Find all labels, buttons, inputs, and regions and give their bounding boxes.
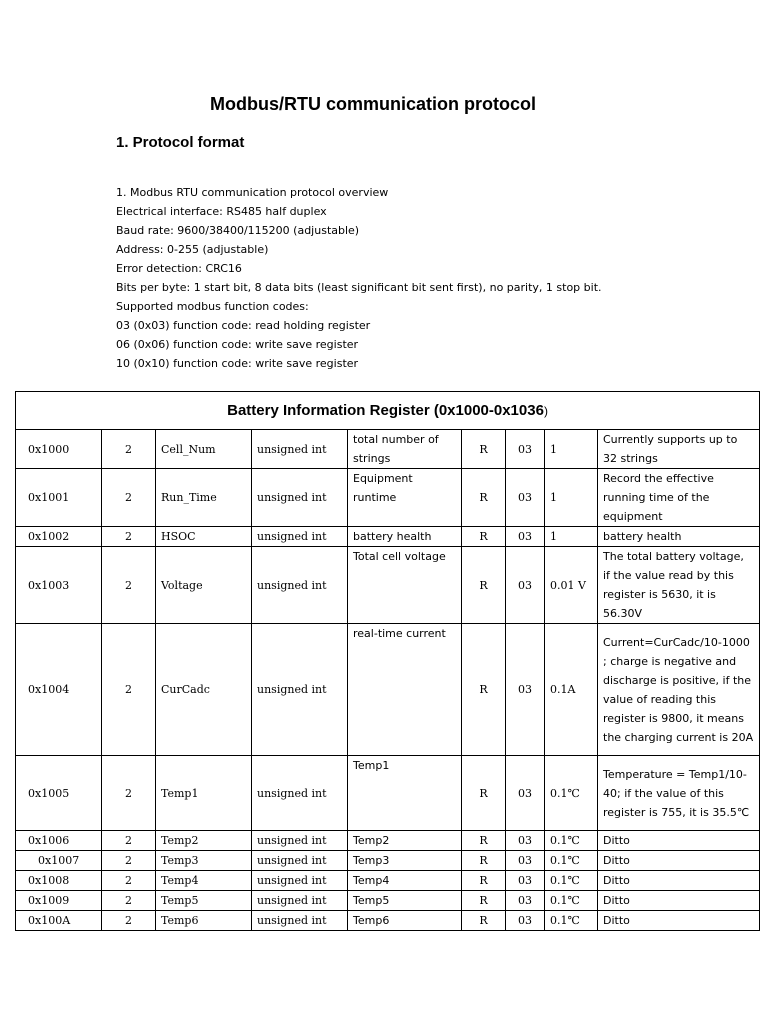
access-cell: R xyxy=(462,527,506,547)
table-row xyxy=(16,871,760,891)
length-cell: 2 xyxy=(102,756,156,831)
description-cell: Record the effective running time of the equipment xyxy=(598,469,760,527)
table-title-text: Battery Information Register (0x1000-0x1036 xyxy=(227,401,544,419)
name-cell: Temp1 xyxy=(156,756,252,831)
function-code-cell: 03 xyxy=(506,851,545,871)
access-cell: R xyxy=(462,756,506,831)
table-row xyxy=(16,469,760,527)
description-cell: The total battery voltage, if the value read by this register is 5630, it is 56.30V xyxy=(598,547,760,624)
name-cell: CurCadc xyxy=(156,624,252,756)
access-cell: R xyxy=(462,430,506,469)
access-cell: R xyxy=(462,547,506,624)
address-cell: 0x1006 xyxy=(16,831,102,851)
length-cell: 2 xyxy=(102,851,156,871)
unit-cell: 0.1℃ xyxy=(545,911,598,931)
description-cell: Temperature = Temp1/10-40; if the value of this register is 755, it is 35.5℃ xyxy=(598,756,760,831)
address-cell: 0x1001 xyxy=(16,469,102,527)
type-cell: unsigned int xyxy=(252,547,348,624)
function-code-cell: 03 xyxy=(506,756,545,831)
address-cell: 0x1003 xyxy=(16,547,102,624)
unit-cell: 0.1℃ xyxy=(545,851,598,871)
access-cell: R xyxy=(462,831,506,851)
function-code-cell: 03 xyxy=(506,469,545,527)
overview-line: 10 (0x10) function code: write save register xyxy=(116,357,359,370)
table-row xyxy=(16,891,760,911)
address-cell: 0x100A xyxy=(16,911,102,931)
page-title: Modbus/RTU communication protocol xyxy=(210,94,536,114)
overview-line: 06 (0x06) function code: write save register xyxy=(116,338,359,351)
description-cell: battery health xyxy=(598,527,760,547)
meaning-cell: real-time current xyxy=(348,624,462,756)
overview-line: 03 (0x03) function code: read holding register xyxy=(116,319,371,332)
description-cell: Current=CurCadc/10-1000 ; charge is negative and discharge is positive, if the value of reading this register is 9800, it means the charging current is 20A xyxy=(598,624,760,756)
name-cell: Cell_Num xyxy=(156,430,252,469)
unit-cell: 0.01 V xyxy=(545,547,598,624)
meaning-cell: Temp5 xyxy=(348,891,462,911)
length-cell: 2 xyxy=(102,871,156,891)
type-cell: unsigned int xyxy=(252,756,348,831)
type-cell: unsigned int xyxy=(252,851,348,871)
description-cell: Ditto xyxy=(598,891,760,911)
meaning-cell: total number of strings xyxy=(348,430,462,469)
table-row xyxy=(16,831,760,851)
table-row xyxy=(16,430,760,469)
description-cell: Ditto xyxy=(598,871,760,891)
length-cell: 2 xyxy=(102,469,156,527)
function-code-cell: 03 xyxy=(506,831,545,851)
name-cell: Voltage xyxy=(156,547,252,624)
type-cell: unsigned int xyxy=(252,527,348,547)
function-code-cell: 03 xyxy=(506,911,545,931)
description-cell: Ditto xyxy=(598,851,760,871)
unit-cell: 0.1℃ xyxy=(545,831,598,851)
type-cell: unsigned int xyxy=(252,430,348,469)
access-cell: R xyxy=(462,624,506,756)
register-table xyxy=(15,391,760,931)
unit-cell: 1 xyxy=(545,469,598,527)
unit-cell: 0.1A xyxy=(545,624,598,756)
access-cell: R xyxy=(462,911,506,931)
overview-line: Address: 0-255 (adjustable) xyxy=(116,243,269,256)
access-cell: R xyxy=(462,851,506,871)
address-cell: 0x1008 xyxy=(16,871,102,891)
name-cell: HSOC xyxy=(156,527,252,547)
address-cell: 0x1002 xyxy=(16,527,102,547)
table-title xyxy=(16,392,760,430)
overview-line: Error detection: CRC16 xyxy=(116,262,242,275)
protocol-overview-list xyxy=(116,183,602,373)
overview-line: Electrical interface: RS485 half duplex xyxy=(116,205,327,218)
function-code-cell: 03 xyxy=(506,547,545,624)
unit-cell: 1 xyxy=(545,527,598,547)
address-cell: 0x1007 xyxy=(16,851,102,871)
table-row xyxy=(16,851,760,871)
overview-line: Bits per byte: 1 start bit, 8 data bits (least significant bit sent first), no parity, 1 stop bit. xyxy=(116,281,602,294)
meaning-cell: Temp1 xyxy=(348,756,462,831)
address-cell: 0x1005 xyxy=(16,756,102,831)
name-cell: Temp2 xyxy=(156,831,252,851)
type-cell: unsigned int xyxy=(252,469,348,527)
table-row xyxy=(16,624,760,756)
type-cell: unsigned int xyxy=(252,911,348,931)
length-cell: 2 xyxy=(102,527,156,547)
name-cell: Temp4 xyxy=(156,871,252,891)
function-code-cell: 03 xyxy=(506,871,545,891)
address-cell: 0x1004 xyxy=(16,624,102,756)
overview-line: 1. Modbus RTU communication protocol overview xyxy=(116,186,389,199)
table-row xyxy=(16,911,760,931)
function-code-cell: 03 xyxy=(506,891,545,911)
access-cell: R xyxy=(462,871,506,891)
meaning-cell: Total cell voltage xyxy=(348,547,462,624)
type-cell: unsigned int xyxy=(252,624,348,756)
access-cell: R xyxy=(462,891,506,911)
unit-cell: 1 xyxy=(545,430,598,469)
overview-line: Supported modbus function codes: xyxy=(116,300,309,313)
table-row xyxy=(16,547,760,624)
meaning-cell: battery health xyxy=(348,527,462,547)
name-cell: Run_Time xyxy=(156,469,252,527)
function-code-cell: 03 xyxy=(506,430,545,469)
meaning-cell: Temp3 xyxy=(348,851,462,871)
unit-cell: 0.1℃ xyxy=(545,756,598,831)
type-cell: unsigned int xyxy=(252,871,348,891)
meaning-cell: Equipment runtime xyxy=(348,469,462,527)
function-code-cell: 03 xyxy=(506,527,545,547)
length-cell: 2 xyxy=(102,891,156,911)
table-header-row xyxy=(16,392,760,430)
length-cell: 2 xyxy=(102,624,156,756)
table-title-paren: ) xyxy=(543,403,548,418)
meaning-cell: Temp6 xyxy=(348,911,462,931)
length-cell: 2 xyxy=(102,911,156,931)
meaning-cell: Temp2 xyxy=(348,831,462,851)
type-cell: unsigned int xyxy=(252,891,348,911)
description-cell: Ditto xyxy=(598,831,760,851)
name-cell: Temp6 xyxy=(156,911,252,931)
function-code-cell: 03 xyxy=(506,624,545,756)
table-row xyxy=(16,527,760,547)
unit-cell: 0.1℃ xyxy=(545,891,598,911)
type-cell: unsigned int xyxy=(252,831,348,851)
description-cell: Ditto xyxy=(598,911,760,931)
address-cell: 0x1009 xyxy=(16,891,102,911)
meaning-cell: Temp4 xyxy=(348,871,462,891)
unit-cell: 0.1℃ xyxy=(545,871,598,891)
length-cell: 2 xyxy=(102,831,156,851)
access-cell: R xyxy=(462,469,506,527)
table-row xyxy=(16,756,760,831)
name-cell: Temp5 xyxy=(156,891,252,911)
overview-line: Baud rate: 9600/38400/115200 (adjustable) xyxy=(116,224,360,237)
length-cell: 2 xyxy=(102,430,156,469)
length-cell: 2 xyxy=(102,547,156,624)
name-cell: Temp3 xyxy=(156,851,252,871)
address-cell: 0x1000 xyxy=(16,430,102,469)
description-cell: Currently supports up to 32 strings xyxy=(598,430,760,469)
section-title: 1. Protocol format xyxy=(116,134,245,151)
